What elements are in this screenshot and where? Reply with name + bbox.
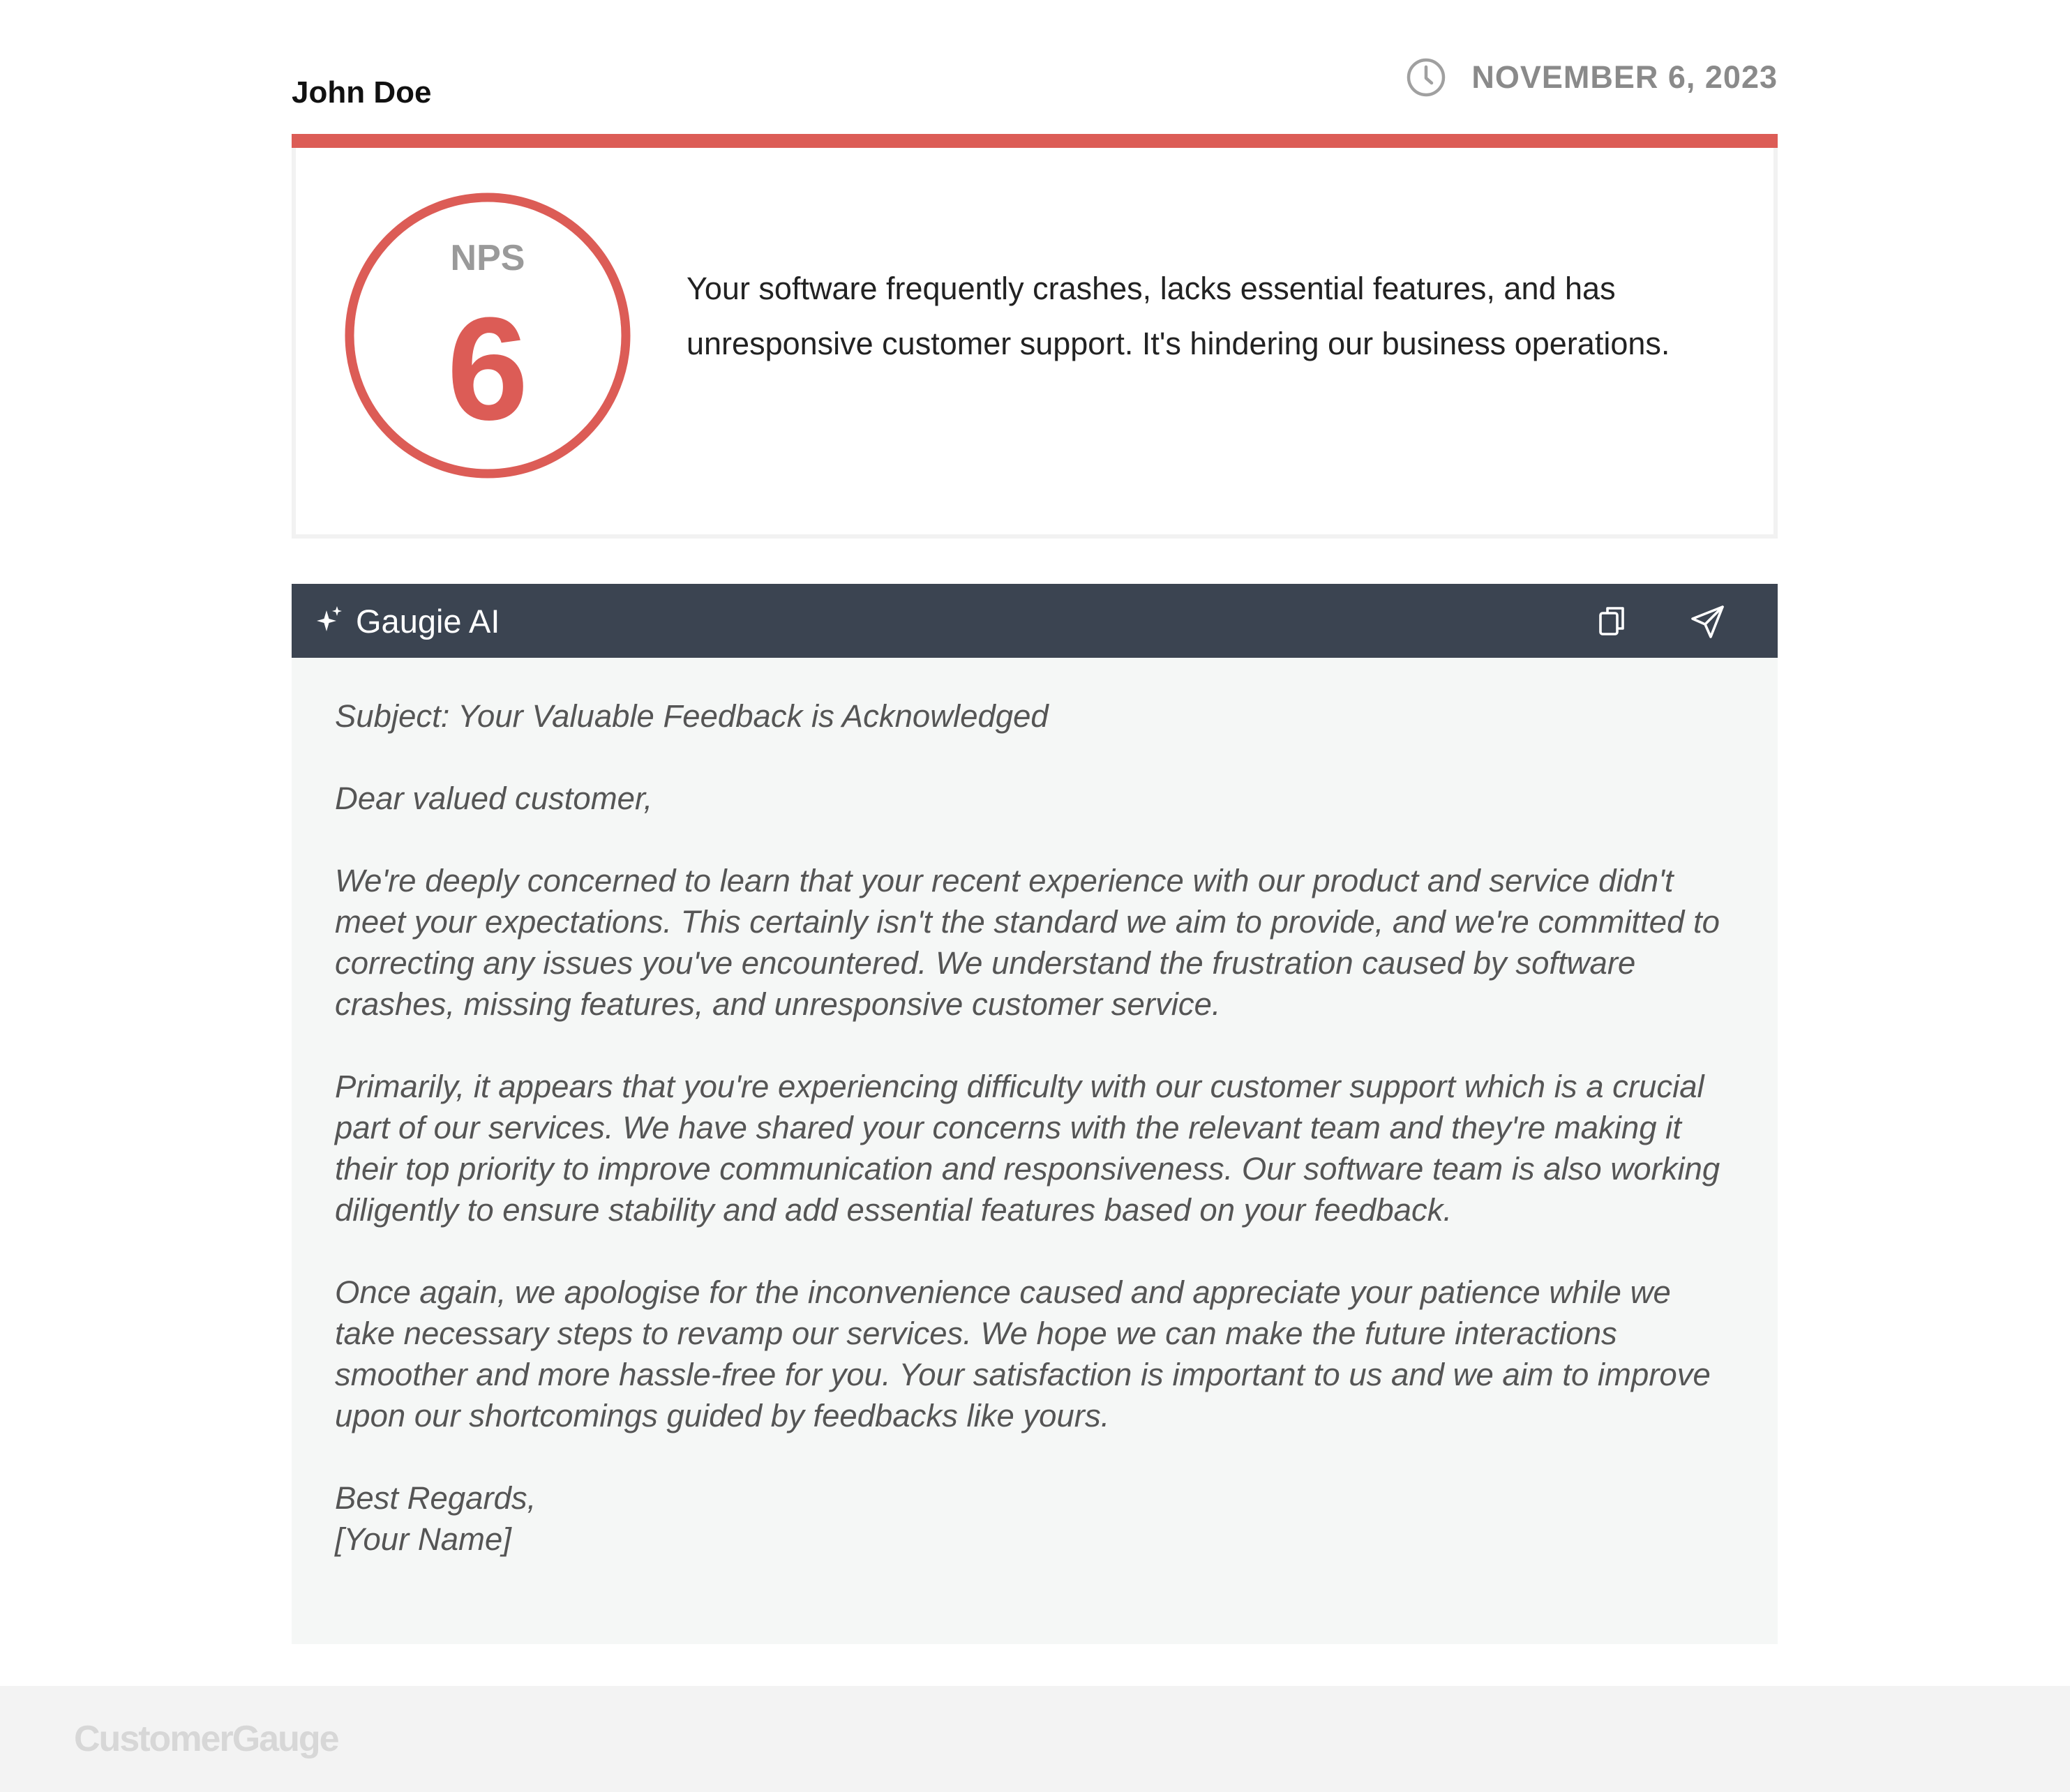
email-subject: Subject: Your Valuable Feedback is Acknowledged (335, 698, 1049, 734)
card-header (292, 0, 1778, 143)
ai-panel-title: Gaugie AI (356, 603, 500, 640)
copy-icon[interactable] (1595, 603, 1630, 638)
nps-score: 6 (447, 287, 529, 451)
email-greeting: Dear valued customer, (335, 781, 653, 816)
customergauge-logo: CustomerGauge (74, 1719, 338, 1759)
response-date: NOVEMBER 6, 2023 (1471, 59, 1778, 95)
clock-icon (1406, 57, 1446, 98)
send-icon[interactable] (1690, 603, 1726, 640)
email-closing: Best Regards, (335, 1480, 537, 1516)
customer-name: John Doe (292, 75, 432, 110)
email-signature: [Your Name] (335, 1521, 511, 1557)
footer (0, 1686, 2070, 1792)
customer-comment: Your software frequently crashes, lacks essential features, and has unresponsive customer support. It's hindering our business operations. (687, 271, 1670, 361)
date-display (1406, 57, 1778, 98)
generated-email (335, 695, 1737, 1560)
ai-panel (292, 584, 1778, 1644)
sparkle-icon (313, 605, 345, 637)
score-color-bar (292, 134, 1778, 148)
email-paragraph: We're deeply concerned to learn that your recent experience with our product and service didn't meet your expectations. This certainly isn't the standard we aim to provide, and we're committed to correcting any issues you've encountered. We understand the frustration caused by software crashes, missing features, and unresponsive customer service. (335, 863, 1720, 1022)
email-paragraph: Once again, we apologise for the inconvenience caused and appreciate your patience while we take necessary steps to revamp our services. We hope we can make the future interactions smoother and more hassle-free for you. Your satisfaction is important to us and we aim to improve upon our shortcomings guided by feedbacks like yours. (335, 1274, 1711, 1433)
nps-label: NPS (450, 238, 525, 278)
response-card (292, 0, 1778, 1557)
ai-response-body (292, 658, 1778, 1644)
ai-panel-header (292, 584, 1778, 658)
score-card (292, 148, 1778, 539)
email-paragraph: Primarily, it appears that you're experiencing difficulty with our customer support which is a crucial part of our services. We have shared your concerns with the relevant team and they're making it their top priority to improve communication and responsiveness. Our software team is also working diligently to ensure stability and add essential features based on your feedback. (335, 1069, 1720, 1228)
nps-badge (345, 193, 631, 479)
